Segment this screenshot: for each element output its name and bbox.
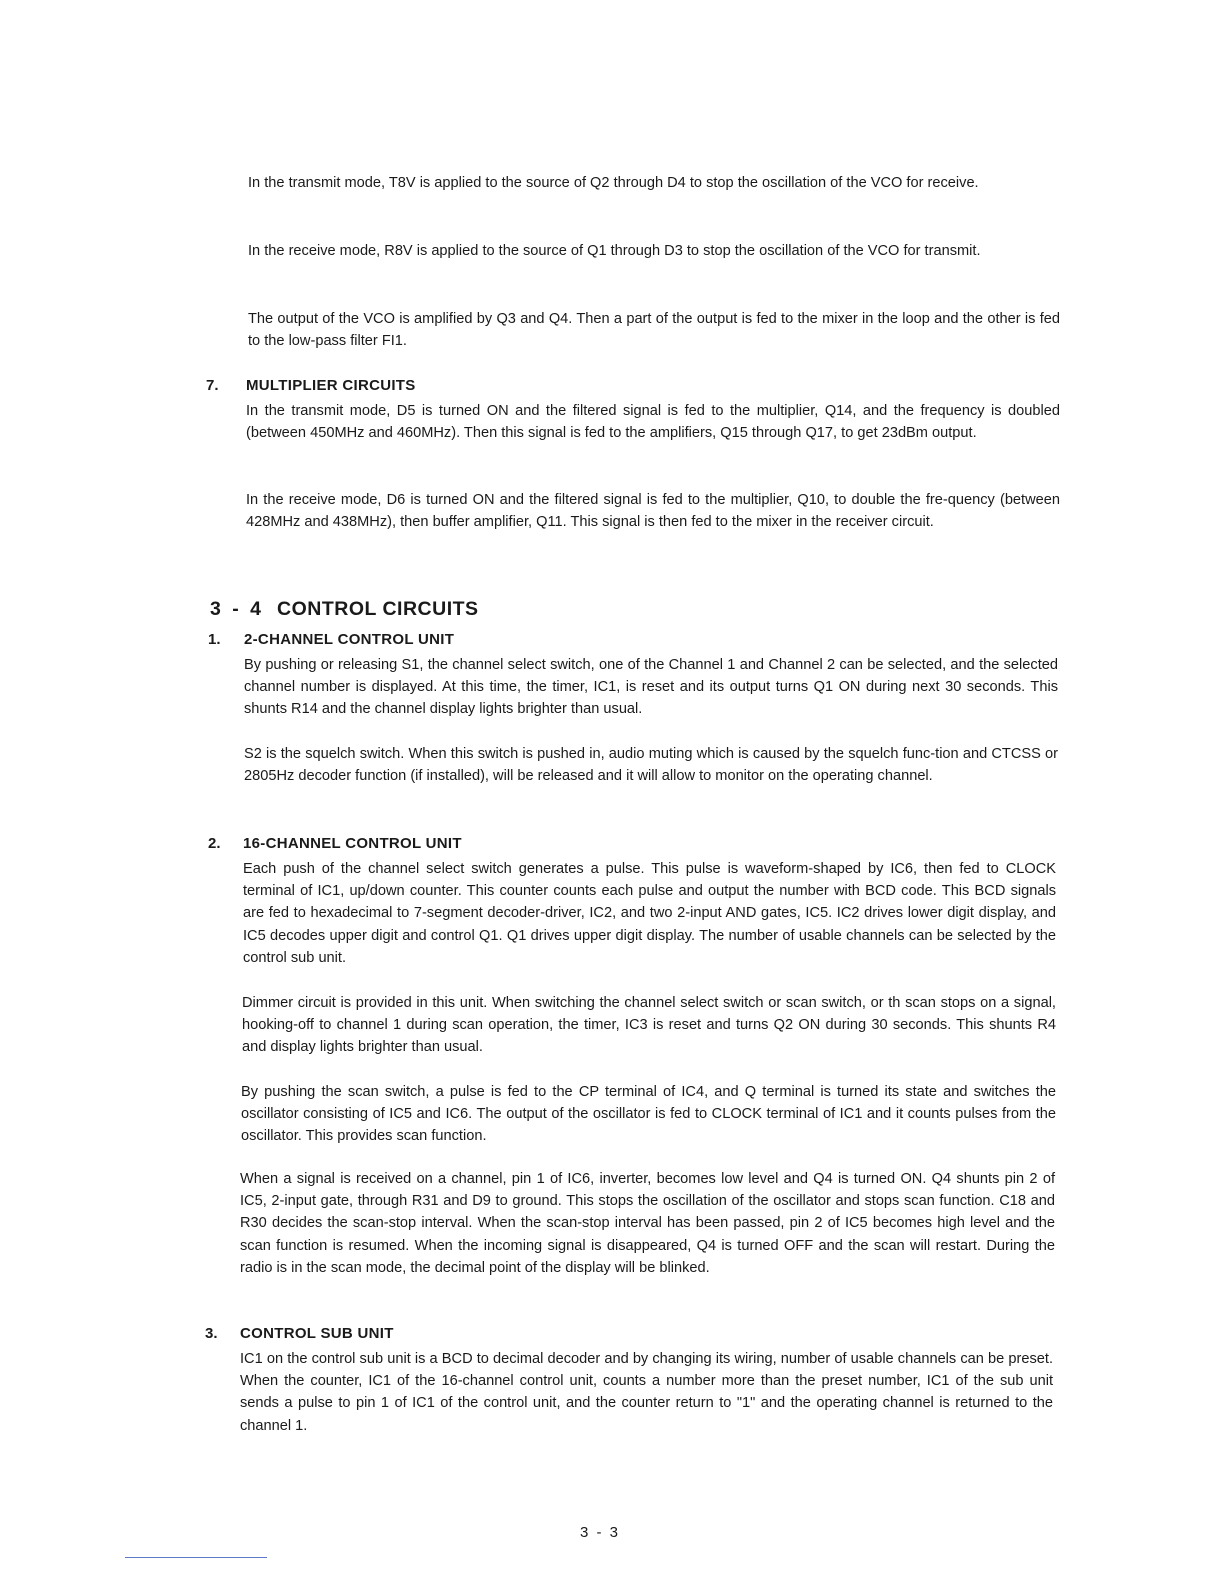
multiplier-paragraph-2: In the receive mode, D6 is turned ON and the filtered signal is fed to the multiplier, Q10, to double the fre-quency (between 428MHz and 438MHz), then buffer amplifier, Q11. This signal is then fed to the mixer in the receiver circuit. — [246, 492, 1060, 531]
sixteen-channel-paragraph-1: Each push of the channel select switch generates a pulse. This pulse is waveform-shaped by IC6, then fed to CLOCK terminal of IC1, up/down counter. This counter counts each pulse and output the number with BCD code. This BCD signals are fed to hexadecimal to 7-segment decoder-driver, IC2, and two 2-input AND gates, IC5. IC2 drives lower digit display, and IC5 decodes upper digit and control Q1. Q1 drives upper digit display. The number of usable channels can be selected by the control sub unit. — [243, 861, 1056, 966]
sixteen-channel-paragraph-4: When a signal is received on a channel, pin 1 of IC6, inverter, becomes low level and Q4 is turned ON. Q4 shunts pin 2 of IC5, 2-input gate, through R31 and D9 to ground. This stops the oscillation of the oscillator and stops scan function. C18 and R30 decides the scan-stop interval. When the scan-stop interval has been passed, pin 2 of IC5 becomes high level and the scan function is resumed. When the incoming signal is disappeared, Q4 is turned OFF and the scan will restart. During the radio is in the scan mode, the decimal point of the display will be blinked. — [240, 1171, 1055, 1276]
two-channel-heading: 2-CHANNEL CONTROL UNIT — [244, 631, 455, 648]
sub-unit-number: 3. — [205, 1325, 218, 1342]
multiplier-heading: MULTIPLIER CIRCUITS — [246, 377, 416, 394]
two-channel-paragraph-1: By pushing or releasing S1, the channel select switch, one of the Channel 1 and Channel 2 can be selected, and the selected channel number is displayed. At this time, the timer, IC1, is reset and its output turns Q1 ON during next 30 seconds. This shunts R14 and the channel display lights brighter than usual. — [244, 657, 1058, 718]
page-number: 3 - 3 — [580, 1524, 621, 1541]
section-title: CONTROL CIRCUITS — [277, 598, 479, 620]
vco-paragraph-3: The output of the VCO is amplified by Q3 and Q4. Then a part of the output is fed to the mixer in the loop and the other is fed to the low-pass filter FI1. — [248, 311, 1060, 350]
sixteen-channel-paragraph-2: Dimmer circuit is provided in this unit. When switching the channel select switch or scan switch, or th scan stops on a signal, hooking-off to channel 1 during scan operation, the timer, IC3 is reset and turns Q2 ON during 30 seconds. This shunts R4 and display lights brighter than usual. — [242, 995, 1056, 1056]
vco-paragraph-1: In the transmit mode, T8V is applied to the source of Q2 through D4 to stop the oscillation of the VCO for receive. — [248, 175, 979, 191]
sixteen-channel-paragraph-3: By pushing the scan switch, a pulse is fed to the CP terminal of IC4, and Q terminal is turned its state and switches the oscillator consisting of IC5 and IC6. The output of the oscillator is fed to CLOCK terminal of IC1 and it counts pulses from the oscillator. This provides scan function. — [241, 1084, 1056, 1145]
sixteen-channel-number: 2. — [208, 835, 221, 852]
multiplier-number: 7. — [206, 377, 219, 394]
section-number: 3 - 4 — [210, 598, 265, 620]
sub-unit-paragraph-1: IC1 on the control sub unit is a BCD to decimal decoder and by changing its wiring, number of usable channels can be preset. When the counter, IC1 of the 16-channel control unit, counts a number more than the preset number, IC1 of the sub unit sends a pulse to pin 1 of IC1 of the control unit, and the counter return to "1" and the operating channel is returned to the channel 1. — [240, 1351, 1053, 1434]
vco-paragraph-2: In the receive mode, R8V is applied to the source of Q1 through D3 to stop the oscillation of the VCO for transmit. — [248, 243, 981, 259]
footer-rule — [125, 1557, 267, 1558]
sixteen-channel-heading: 16-CHANNEL CONTROL UNIT — [243, 835, 462, 852]
two-channel-paragraph-2: S2 is the squelch switch. When this switch is pushed in, audio muting which is caused by the squelch func-tion and CTCSS or 2805Hz decoder function (if installed), will be released and it will allow to monitor on the operating channel. — [244, 746, 1058, 785]
two-channel-number: 1. — [208, 631, 221, 648]
multiplier-paragraph-1: In the transmit mode, D5 is turned ON and the filtered signal is fed to the multiplier, Q14, and the frequency is doubled (between 450MHz and 460MHz). Then this signal is fed to the amplifiers, Q15 through Q17, to get 23dBm output. — [246, 403, 1060, 442]
sub-unit-heading: CONTROL SUB UNIT — [240, 1325, 394, 1342]
